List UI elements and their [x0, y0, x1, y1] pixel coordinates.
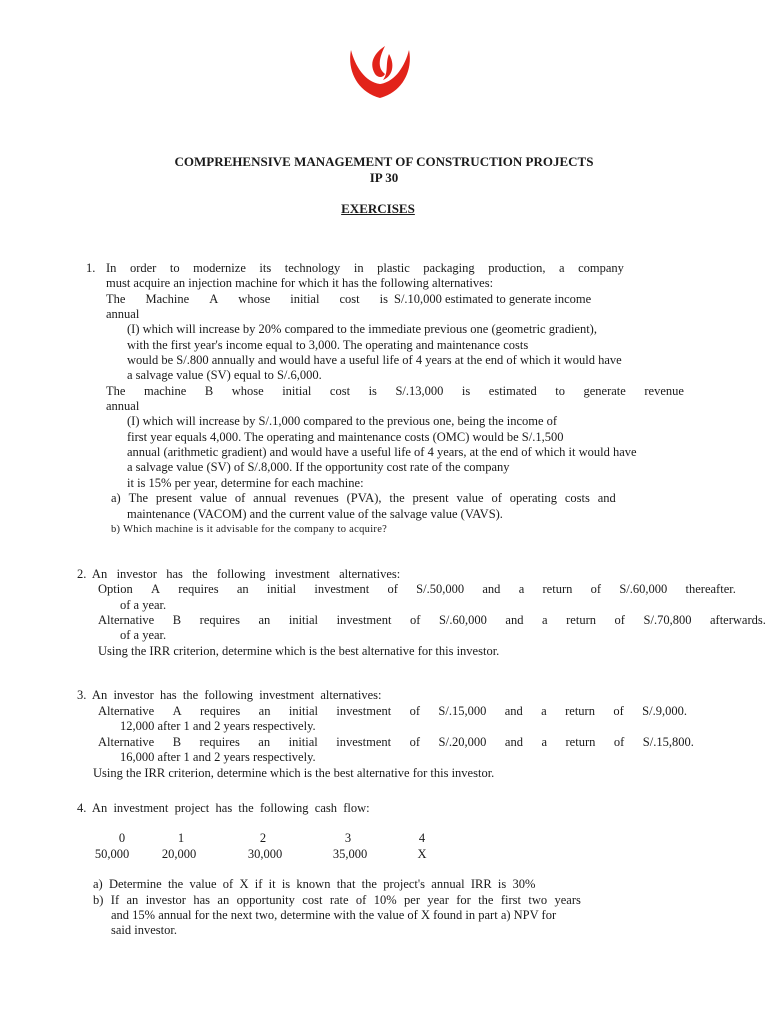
word: and [505, 613, 524, 627]
word: a [518, 582, 525, 596]
word: return [542, 582, 573, 596]
flow-4: X [417, 847, 427, 861]
q1-line-11: (I) which will increase by S/.1,000 compared to the previous one, being the income of [127, 414, 558, 428]
word: A [151, 582, 161, 596]
word: an [236, 582, 249, 596]
word: investment [336, 704, 392, 718]
word: cost [302, 893, 323, 907]
exercises-heading: EXERCISES [341, 201, 415, 216]
word: company [578, 261, 624, 275]
word: Alternative [98, 735, 155, 749]
q1-line-6: with the first year's income equal to 3,000. The operating and maintenance costs [127, 338, 529, 352]
q1-line-9 [106, 384, 684, 399]
word: annual [253, 491, 287, 505]
word: A [209, 292, 219, 306]
word: of [387, 582, 398, 596]
word: 10% [373, 893, 397, 907]
flow-0: 50,000 [94, 847, 130, 861]
word: whose [238, 292, 271, 306]
word: packaging [423, 261, 475, 275]
word: initial [288, 613, 319, 627]
word: an [217, 893, 230, 907]
word: B [172, 613, 182, 627]
q4-line-1: 4. An investment project has the following cash flow: [77, 801, 370, 815]
word: its [259, 261, 272, 275]
word: Machine [145, 292, 190, 306]
word: generate [583, 384, 626, 398]
word: of [409, 613, 421, 627]
word: and [504, 735, 523, 749]
q1-line-7: would be S/.800 annually and would have a useful life of 4 years at the end of which it would have [127, 353, 622, 367]
word: a [541, 735, 548, 749]
q2-option-a [98, 582, 736, 597]
word: years [554, 893, 581, 907]
word: revenues [294, 491, 339, 505]
word: of [234, 491, 246, 505]
word: cost [339, 292, 360, 306]
course-title: COMPREHENSIVE MANAGEMENT OF CONSTRUCTION PROJECTS [174, 154, 594, 169]
word: S/.9,000. [642, 704, 687, 718]
word: year [427, 893, 449, 907]
word: return [565, 704, 595, 718]
q1-line-1 [106, 261, 624, 276]
period-2: 2 [259, 831, 267, 845]
word: an [258, 613, 271, 627]
q3-option-a-2: 12,000 after 1 and 2 years respectively. [120, 719, 316, 733]
word: machine [143, 384, 187, 398]
word: return [565, 735, 596, 749]
word: of [590, 582, 602, 596]
word: order [129, 261, 157, 275]
word: plastic [377, 261, 410, 275]
word: is [461, 384, 471, 398]
flow-3: 35,000 [332, 847, 368, 861]
word: initial [288, 704, 319, 718]
period-3: 3 [344, 831, 352, 845]
word: an [258, 704, 271, 718]
word: of [409, 735, 421, 749]
word: estimated [488, 384, 537, 398]
q1-part-a [111, 491, 616, 506]
word: two [528, 893, 548, 907]
word: The [106, 384, 126, 398]
q4-part-b-3: said investor. [111, 923, 177, 937]
word: initial [266, 582, 297, 596]
q3-line-1: 3. An investor has the following investment alternatives: [77, 688, 382, 702]
q2-final: Using the IRR criterion, determine which is the best alternative for this investor. [98, 644, 500, 658]
university-logo [347, 44, 413, 102]
word: S/.15,000 [438, 704, 487, 718]
word: investment [336, 735, 392, 749]
word: investment [336, 613, 392, 627]
word: S/.60,000 [619, 582, 668, 596]
word: of [409, 704, 421, 718]
word: first [500, 893, 521, 907]
word: S/.70,800 [643, 613, 692, 627]
word: Option [98, 582, 133, 596]
word: If [110, 893, 120, 907]
word: in [353, 261, 364, 275]
word: of [613, 735, 625, 749]
word: value [456, 491, 484, 505]
word: and [482, 582, 501, 596]
q1-number: 1. [86, 261, 96, 275]
word: technology [284, 261, 341, 275]
word: for [456, 893, 471, 907]
q3-option-b-2: 16,000 after 1 and 2 years respectively. [120, 750, 316, 764]
q1-line-8: a salvage value (SV) equal to S/.6,000. [127, 368, 322, 382]
word: S/.13,000 [395, 384, 444, 398]
q1-line-10: annual [106, 399, 140, 413]
word: the [389, 491, 405, 505]
word: whose [231, 384, 264, 398]
word: b) [93, 893, 104, 907]
q4-part-b-1 [93, 893, 581, 908]
word: of [355, 893, 367, 907]
word: per [404, 893, 420, 907]
q1-part-a-2: maintenance (VACOM) and the current value of the salvage value (VAVS). [127, 507, 503, 521]
period-1: 1 [177, 831, 185, 845]
word: afterwards. [710, 613, 766, 627]
word: cost [329, 384, 351, 398]
word: A [172, 704, 182, 718]
word: The [128, 491, 149, 505]
word: has [193, 893, 211, 907]
word: rate [329, 893, 349, 907]
word: is [379, 292, 388, 306]
q1-line-13: annual (arithmetic gradient) and would have a useful life of 4 years, at the end of which it would have [127, 445, 637, 459]
word: modernize [193, 261, 246, 275]
word: investment [314, 582, 370, 596]
word: initial [290, 292, 320, 306]
period-0: 0 [118, 831, 126, 845]
word: requires [200, 704, 241, 718]
word: and [597, 491, 616, 505]
word: S/.50,000 [416, 582, 465, 596]
word: investor [145, 893, 186, 907]
word: Alternative [98, 613, 155, 627]
q2-option-a-2: of a year. [120, 598, 167, 612]
word: initial [282, 384, 312, 398]
word: In [106, 261, 117, 275]
word: to [555, 384, 565, 398]
word: opportunity [236, 893, 295, 907]
q3-option-b [98, 735, 694, 750]
word: B [172, 735, 182, 749]
word: the [478, 893, 494, 907]
word: is [368, 384, 377, 398]
word: a [559, 261, 565, 275]
word: requires [199, 735, 240, 749]
flow-2: 30,000 [247, 847, 283, 861]
q1-line-12: first year equals 4,000. The operating and maintenance costs (OMC) would be S/.1,500 [127, 430, 564, 444]
word: of [491, 491, 502, 505]
q1-part-b: b) Which machine is it advisable for the company to acquire? [111, 524, 388, 535]
word: operating [509, 491, 557, 505]
word: a) [111, 491, 121, 505]
q3-option-a [98, 704, 687, 719]
word: costs [564, 491, 590, 505]
q1-line-15: it is 15% per year, determine for each machine: [127, 476, 364, 490]
flow-1: 20,000 [161, 847, 197, 861]
word: return [566, 613, 596, 627]
word: S/.15,800. [642, 735, 694, 749]
word: The [106, 292, 126, 306]
word: production, [488, 261, 546, 275]
word: a [541, 704, 547, 718]
q3-final: Using the IRR criterion, determine which is the best alternative for this investor. [93, 766, 495, 780]
word: revenue [644, 384, 684, 398]
word: Alternative [98, 704, 155, 718]
word: (PVA), [346, 491, 382, 505]
word: requires [178, 582, 219, 596]
word: S/.20,000 [438, 735, 487, 749]
word: present [155, 491, 193, 505]
word: value [199, 491, 227, 505]
word: S/.60,000 [438, 613, 487, 627]
word: thereafter. [685, 582, 736, 596]
q1-line-5: (I) which will increase by 20% compared to the immediate previous one (geometric gradient), [127, 322, 597, 336]
word: initial [288, 735, 318, 749]
q4-part-a: a) Determine the value of X if it is known that the project's annual IRR is 30% [93, 877, 536, 891]
word: present [412, 491, 449, 505]
course-code: IP 30 [369, 170, 399, 185]
period-4: 4 [418, 831, 426, 845]
q2-option-b-2: of a year. [120, 628, 167, 642]
word: an [258, 735, 271, 749]
word: and [504, 704, 523, 718]
q2-option-b [98, 613, 766, 628]
word: to [169, 261, 180, 275]
word: a [542, 613, 548, 627]
q1-line-4: annual [106, 307, 140, 321]
q1-line-2: must acquire an injection machine for which it has the following alternatives: [106, 276, 494, 290]
word: of [613, 704, 624, 718]
q4-part-b-2: and 15% annual for the next two, determine with the value of X found in part a) NPV for [111, 908, 557, 922]
word: of [614, 613, 625, 627]
q1-line-14: a salvage value (SV) of S/.8,000. If the opportunity cost rate of the company [127, 460, 510, 474]
q1-line-3b: S/.10,000 estimated to generate income [394, 292, 592, 306]
word: requires [199, 613, 240, 627]
word: B [204, 384, 214, 398]
word: an [126, 893, 139, 907]
q1-line-3a [106, 292, 388, 307]
q2-line-1: 2. An investor has the following investment alternatives: [77, 567, 401, 581]
